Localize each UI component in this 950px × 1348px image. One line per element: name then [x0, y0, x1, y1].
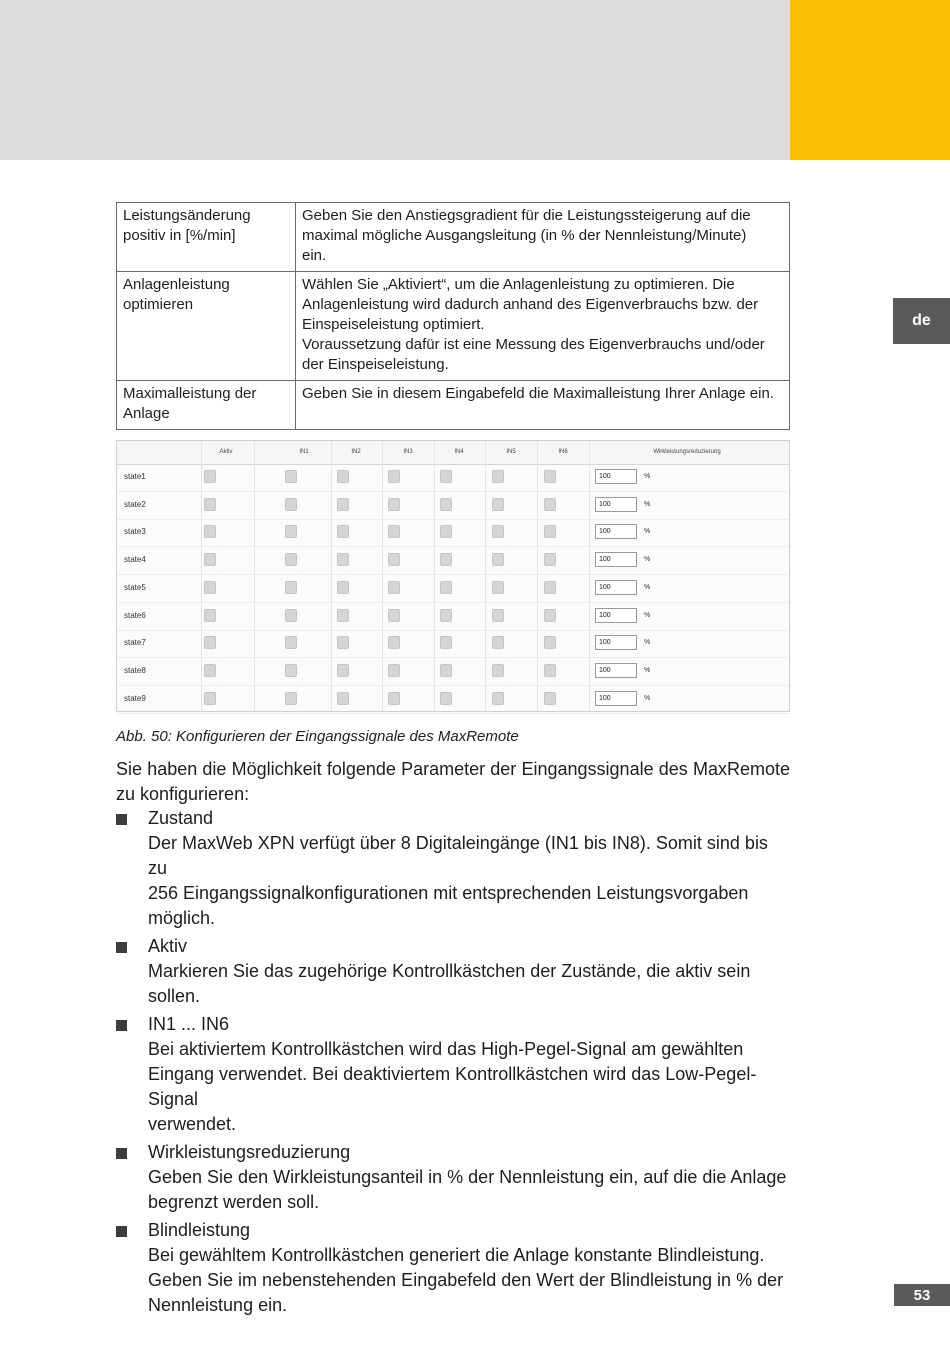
input-signals-screenshot: [116, 440, 790, 712]
in5-checkbox[interactable]: [492, 470, 504, 483]
reduction-input[interactable]: 100: [595, 469, 637, 484]
in2-checkbox[interactable]: [337, 609, 349, 622]
in1-checkbox[interactable]: [285, 664, 297, 677]
in4-checkbox[interactable]: [440, 636, 452, 649]
aktiv-checkbox[interactable]: [204, 664, 216, 677]
in4-checkbox[interactable]: [440, 609, 452, 622]
column-divider: [434, 441, 435, 711]
parameter-name-line: optimieren: [123, 296, 194, 313]
in5-checkbox[interactable]: [492, 525, 504, 538]
state-label: state4: [124, 555, 146, 565]
in2-checkbox[interactable]: [337, 692, 349, 705]
in3-checkbox[interactable]: [388, 664, 400, 677]
intro-paragraph: Sie haben die Möglichkeit folgende Parameter der Eingangssignale des MaxRemote zu konfigurieren:: [116, 759, 790, 804]
state-row: [117, 658, 789, 686]
column-header-reduction: Wirkleistungsreduzierung: [653, 449, 721, 455]
in4-checkbox[interactable]: [440, 498, 452, 511]
description-line: Geben Sie den Anstiegsgradient für die Leistungssteigerung auf die: [302, 207, 751, 224]
percent-unit: %: [644, 639, 651, 647]
in5-checkbox[interactable]: [492, 692, 504, 705]
aktiv-checkbox[interactable]: [204, 498, 216, 511]
list-item-text: Der MaxWeb XPN verfügt über 8 Digitaleingänge (IN1 bis IN8). Somit sind bis zu: [148, 833, 768, 878]
column-header-in2: IN2: [351, 449, 361, 455]
reduction-input[interactable]: 100: [595, 552, 637, 567]
aktiv-checkbox[interactable]: [204, 581, 216, 594]
list-item: [116, 1012, 790, 1137]
percent-unit: %: [644, 694, 651, 702]
parameter-name-line: Maximalleistung der: [123, 385, 257, 402]
parameter-name: [117, 381, 296, 430]
in2-checkbox[interactable]: [337, 498, 349, 511]
description-line: Wählen Sie „Aktiviert“, um die Anlagenleistung zu optimieren. Die: [302, 276, 735, 293]
in6-checkbox[interactable]: [544, 664, 556, 677]
parameter-description: [296, 272, 790, 381]
list-item-text: 256 Eingangssignalkonfigurationen mit entsprechenden Leistungsvorgaben: [148, 883, 749, 903]
aktiv-checkbox[interactable]: [204, 525, 216, 538]
state-row: [117, 519, 789, 547]
list-item-text: Geben Sie den Wirkleistungsanteil in % der Nennleistung ein, auf die die Anlage: [148, 1167, 787, 1187]
list-item-title: Zustand: [148, 808, 214, 828]
column-header-in6: IN6: [558, 449, 568, 455]
in1-checkbox[interactable]: [285, 498, 297, 511]
in3-checkbox[interactable]: [388, 470, 400, 483]
reduction-input[interactable]: 100: [595, 497, 637, 512]
column-divider: [201, 441, 202, 711]
bullet-square-icon: [116, 942, 127, 953]
percent-unit: %: [644, 528, 651, 536]
language-tab: de: [893, 298, 950, 344]
list-item: [116, 1140, 790, 1215]
header-accent: [790, 0, 950, 160]
in6-checkbox[interactable]: [544, 525, 556, 538]
column-divider: [537, 441, 538, 711]
reduction-input[interactable]: 100: [595, 580, 637, 595]
in5-checkbox[interactable]: [492, 553, 504, 566]
list-item-text: Bei gewähltem Kontrollkästchen generiert die Anlage konstante Blindleistung.: [148, 1245, 765, 1265]
reduction-input[interactable]: 100: [595, 524, 637, 539]
state-row: [117, 630, 789, 658]
column-header-in1: IN1: [299, 449, 309, 455]
bullet-square-icon: [116, 814, 127, 825]
state-row: [117, 547, 789, 575]
table-row: [117, 381, 790, 430]
column-divider: [331, 441, 332, 711]
in4-checkbox[interactable]: [440, 525, 452, 538]
description-line: Geben Sie in diesem Eingabefeld die Maximalleistung Ihrer Anlage ein.: [302, 385, 774, 402]
state-label: state5: [124, 582, 146, 592]
in1-checkbox[interactable]: [285, 525, 297, 538]
column-divider: [254, 441, 255, 711]
percent-unit: %: [644, 500, 651, 508]
bullet-square-icon: [116, 1226, 127, 1237]
in5-checkbox[interactable]: [492, 609, 504, 622]
state-row: [117, 686, 789, 714]
parameter-name-line: Anlagenleistung: [123, 276, 230, 293]
parameter-description: [296, 203, 790, 272]
in4-checkbox[interactable]: [440, 692, 452, 705]
list-item: [116, 1218, 790, 1318]
state-label: state7: [124, 638, 146, 648]
bullet-square-icon: [116, 1020, 127, 1031]
in1-checkbox[interactable]: [285, 470, 297, 483]
column-header-in5: IN5: [506, 449, 516, 455]
in5-checkbox[interactable]: [492, 664, 504, 677]
parameter-name-line: Leistungsänderung: [123, 207, 251, 224]
in3-checkbox[interactable]: [388, 553, 400, 566]
column-header-aktiv: Aktiv: [219, 449, 233, 455]
state-label: state1: [124, 472, 146, 481]
aktiv-checkbox[interactable]: [204, 553, 216, 566]
in3-checkbox[interactable]: [388, 525, 400, 538]
in4-checkbox[interactable]: [440, 470, 452, 483]
in1-checkbox[interactable]: [285, 581, 297, 594]
in1-checkbox[interactable]: [285, 609, 297, 622]
bullet-square-icon: [116, 1148, 127, 1159]
in1-checkbox[interactable]: [285, 636, 297, 649]
list-item: [116, 934, 790, 1009]
list-item-title: Wirkleistungsreduzierung: [148, 1142, 351, 1162]
parameter-description: [296, 381, 790, 430]
state-row: [117, 603, 789, 631]
parameter-name-line: Anlage: [123, 405, 170, 422]
in6-checkbox[interactable]: [544, 498, 556, 511]
list-item-text: Geben Sie im nebenstehenden Eingabefeld den Wert der Blindleistung in % der: [148, 1270, 784, 1290]
state-label: state3: [124, 527, 146, 537]
in6-checkbox[interactable]: [544, 553, 556, 566]
parameter-list: [116, 806, 790, 1321]
in6-checkbox[interactable]: [544, 581, 556, 594]
list-item-text: Eingang verwendet. Bei deaktiviertem Kontrollkästchen wird das Low-Pegel-Signal: [148, 1064, 757, 1109]
reduction-input[interactable]: 100: [595, 691, 637, 706]
column-divider: [485, 441, 486, 711]
in6-checkbox[interactable]: [544, 692, 556, 705]
description-line: ein.: [302, 247, 327, 264]
reduction-input[interactable]: 100: [595, 635, 637, 650]
parameter-name-line: positiv in [%/min]: [123, 227, 236, 244]
list-item-text: begrenzt werden soll.: [148, 1192, 320, 1212]
description-line: Einspeiseleistung optimiert.: [302, 316, 485, 333]
list-item-text: Bei aktiviertem Kontrollkästchen wird das High-Pegel-Signal am gewählten: [148, 1039, 744, 1059]
state-label: state2: [124, 499, 146, 509]
state-row: [117, 464, 789, 492]
state-row: [117, 575, 789, 603]
state-label: state6: [124, 610, 146, 620]
in2-checkbox[interactable]: [337, 525, 349, 538]
in4-checkbox[interactable]: [440, 553, 452, 566]
description-line: Anlagenleistung wird dadurch anhand des Eigenverbrauchs bzw. der: [302, 296, 759, 313]
state-row: [117, 492, 789, 520]
in6-checkbox[interactable]: [544, 470, 556, 483]
state-label: state8: [124, 665, 146, 675]
page-number: 53: [894, 1284, 950, 1306]
in1-checkbox[interactable]: [285, 692, 297, 705]
figure-header: [117, 441, 789, 465]
column-divider: [382, 441, 383, 711]
list-item-title: IN1 ... IN6: [148, 1014, 230, 1034]
state-label: state9: [124, 693, 146, 703]
list-item-title: Aktiv: [148, 936, 188, 956]
in4-checkbox[interactable]: [440, 581, 452, 594]
parameter-name: [117, 272, 296, 381]
in3-checkbox[interactable]: [388, 692, 400, 705]
in1-checkbox[interactable]: [285, 553, 297, 566]
percent-unit: %: [644, 473, 651, 480]
header-band: [0, 0, 790, 160]
parameter-table: [116, 202, 790, 430]
in2-checkbox[interactable]: [337, 470, 349, 483]
table-row: [117, 203, 790, 272]
aktiv-checkbox[interactable]: [204, 692, 216, 705]
percent-unit: %: [644, 556, 651, 564]
column-divider: [589, 441, 590, 711]
percent-unit: %: [644, 666, 651, 674]
in4-checkbox[interactable]: [440, 664, 452, 677]
percent-unit: %: [644, 583, 651, 591]
list-item-text: Nennleistung ein.: [148, 1295, 288, 1315]
table-row: [117, 272, 790, 381]
aktiv-checkbox[interactable]: [204, 470, 216, 483]
in3-checkbox[interactable]: [388, 609, 400, 622]
in5-checkbox[interactable]: [492, 581, 504, 594]
in6-checkbox[interactable]: [544, 609, 556, 622]
list-item-text: möglich.: [148, 908, 216, 928]
reduction-input[interactable]: 100: [595, 663, 637, 678]
description-line: der Einspeiseleistung.: [302, 356, 449, 373]
in5-checkbox[interactable]: [492, 636, 504, 649]
reduction-input[interactable]: 100: [595, 608, 637, 623]
in2-checkbox[interactable]: [337, 636, 349, 649]
in2-checkbox[interactable]: [337, 581, 349, 594]
parameter-name: [117, 203, 296, 272]
list-item: [116, 806, 790, 931]
in5-checkbox[interactable]: [492, 498, 504, 511]
in6-checkbox[interactable]: [544, 636, 556, 649]
list-item-text: verwendet.: [148, 1114, 237, 1134]
description-line: maximal mögliche Ausgangsleitung (in % der Nennleistung/Minute): [302, 227, 747, 244]
figure-caption: Abb. 50: Konfigurieren der Eingangssignale des MaxRemote: [116, 728, 519, 745]
percent-unit: %: [644, 611, 651, 619]
in3-checkbox[interactable]: [388, 581, 400, 594]
in2-checkbox[interactable]: [337, 553, 349, 566]
column-header-in3: IN3: [403, 449, 413, 455]
list-item-text: Markieren Sie das zugehörige Kontrollkästchen der Zustände, die aktiv sein sollen.: [148, 961, 751, 1006]
in3-checkbox[interactable]: [388, 636, 400, 649]
aktiv-checkbox[interactable]: [204, 636, 216, 649]
aktiv-checkbox[interactable]: [204, 609, 216, 622]
description-line: Voraussetzung dafür ist eine Messung des Eigenverbrauchs und/oder: [302, 336, 765, 353]
column-header-in4: IN4: [454, 449, 464, 455]
in2-checkbox[interactable]: [337, 664, 349, 677]
in3-checkbox[interactable]: [388, 498, 400, 511]
list-item-title: Blindleistung: [148, 1220, 251, 1240]
